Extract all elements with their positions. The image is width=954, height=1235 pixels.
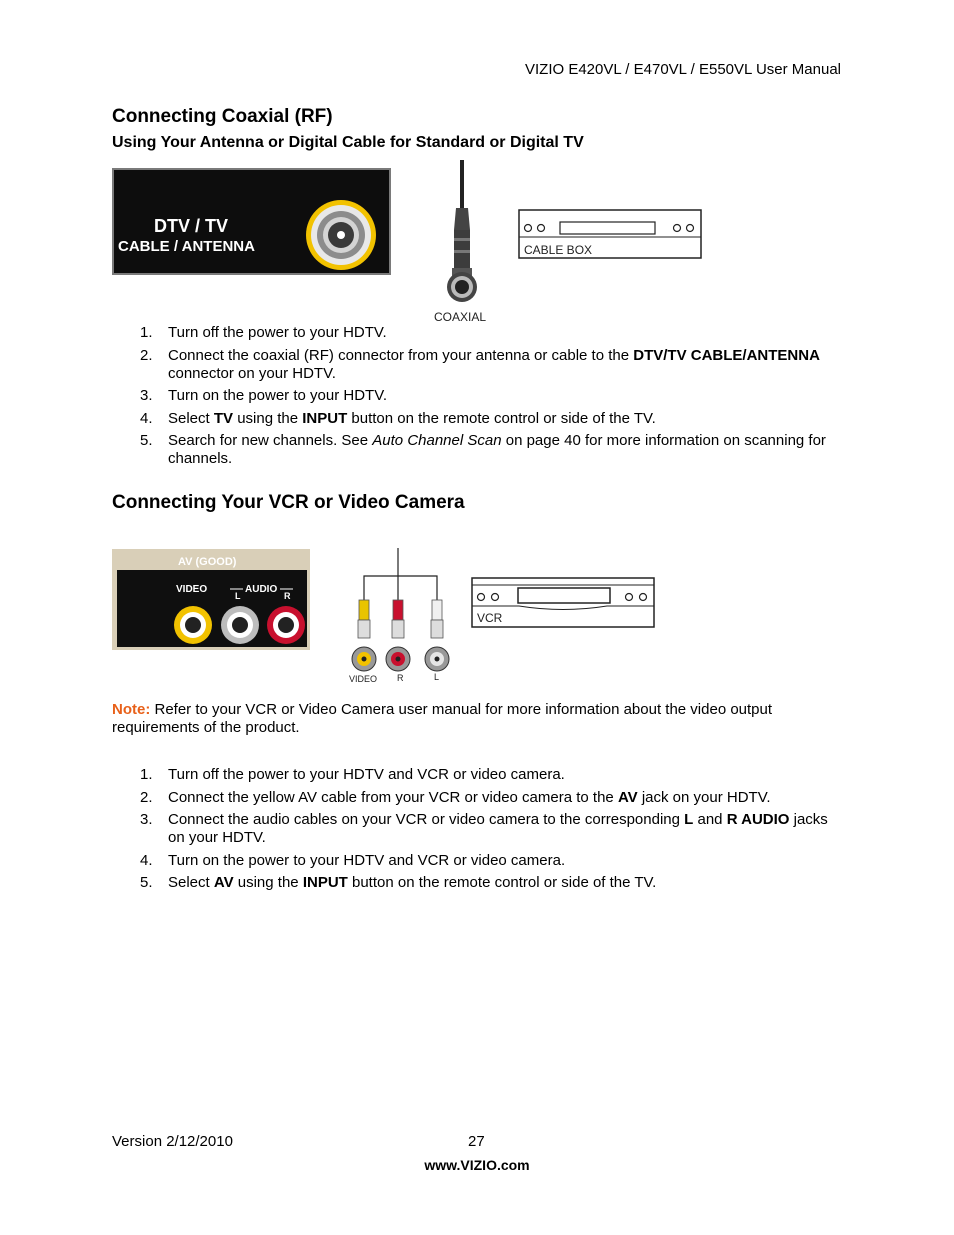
list-item-text: connector on your HDTV. (168, 364, 336, 382)
list-item (112, 410, 842, 428)
audio-r-jack-icon (267, 606, 305, 644)
list-item-text: jacks on your HDTV. (168, 811, 828, 846)
list-item-text: using the (233, 409, 303, 427)
list-item-text: Select (168, 874, 214, 891)
audio-r-plug-icon (386, 600, 410, 671)
coaxial-jack-icon (306, 200, 376, 270)
panel-title: DTV / TV (154, 216, 229, 236)
list-item-number: 2. (140, 788, 153, 806)
av-panel-title: AV (GOOD) (178, 556, 237, 568)
audio-l-jack-icon (221, 606, 259, 644)
list-item-number: 2. (140, 346, 153, 364)
list-item-text: Turn off the power to your HDTV. (168, 324, 387, 341)
list-item-text: Turn on the power to your HDTV and VCR or video camera. (168, 851, 566, 869)
list-item-text: button on the remote control or side of the TV. (347, 874, 657, 891)
list-item-text: Turn on the power to your HDTV. (168, 387, 387, 404)
list-item-text: button on the remote control or side of the TV. (347, 409, 656, 427)
list-item-text: on page 40 for more information on scanning for channels. (168, 432, 826, 467)
av-panel-image (112, 549, 310, 650)
coaxial-cable (460, 160, 464, 208)
list-item-text: AV (213, 874, 234, 891)
list-item-text: L (684, 811, 694, 828)
note-label: Note: (112, 701, 151, 718)
note-text: Refer to your VCR or Video Camera user manual for more information about the video output requirements of the product. (112, 701, 773, 736)
list-item-text: R AUDIO (726, 811, 790, 828)
dtv-tv-panel-image (112, 168, 391, 275)
list-item-number: 1. (140, 766, 153, 783)
av-audio-label: AUDIO (245, 584, 278, 595)
list-item-text: Select (168, 409, 214, 427)
list-item-text: Auto Channel Scan (372, 432, 502, 449)
list-item-text: INPUT (302, 874, 348, 891)
list-item-number: 4. (140, 409, 153, 427)
list-item (112, 347, 842, 383)
list-item (112, 789, 842, 807)
page-number: 27 (468, 1133, 485, 1150)
list-item-text: TV (213, 409, 234, 427)
list-item-text: Search for new channels. See (168, 432, 373, 449)
cable-box-image (518, 209, 703, 260)
coaxial-plug-icon (447, 208, 477, 302)
coaxial-connector-image (430, 160, 495, 327)
list-item-number: 5. (140, 874, 153, 891)
list-item-text: and (693, 811, 727, 828)
coaxial-label: COAXIAL (434, 310, 487, 324)
list-item-text: Connect the audio cables on your VCR or video camera to the corresponding (168, 811, 685, 828)
plug-l-label: L (434, 672, 440, 682)
coax-steps-list (112, 324, 842, 473)
panel-subtitle: CABLE / ANTENNA (118, 238, 255, 255)
list-item-number: 5. (140, 432, 153, 449)
video-jack-icon (174, 606, 212, 644)
footer-url: www.VIZIO.com (424, 1157, 530, 1173)
list-item-text: jack on your HDTV. (637, 788, 771, 806)
list-item-number: 3. (140, 811, 153, 828)
rca-split-cable (364, 576, 437, 600)
video-plug-icon (352, 600, 376, 671)
note-paragraph (112, 701, 832, 737)
rca-plugs-image (345, 548, 455, 688)
list-item-text: using the (233, 874, 303, 891)
cable-box-label: CABLE BOX (524, 243, 593, 257)
audio-l-plug-icon (425, 600, 449, 671)
list-item-number: 3. (140, 387, 153, 404)
plug-r-label: R (397, 673, 404, 683)
av-l-label: L (235, 591, 241, 601)
list-item (112, 387, 842, 405)
list-item (112, 811, 842, 847)
av-r-label: R (284, 591, 291, 601)
plug-video-label: VIDEO (349, 674, 378, 684)
list-item (112, 766, 842, 784)
list-item (112, 324, 842, 342)
list-item-number: 1. (140, 324, 153, 341)
footer-version: Version 2/12/2010 (112, 1133, 233, 1150)
list-item-text: Connect the coaxial (RF) connector from your antenna or cable to the (168, 346, 634, 364)
list-item (112, 852, 842, 870)
section-heading-coaxial: Connecting Coaxial (RF) (112, 106, 333, 127)
subheading-antenna: Using Your Antenna or Digital Cable for Standard or Digital TV (112, 134, 584, 151)
vcr-image (471, 577, 656, 629)
list-item-text: INPUT (302, 409, 348, 427)
list-item (112, 874, 842, 892)
list-item-number: 4. (140, 851, 153, 869)
list-item-text: DTV/TV CABLE/ANTENNA (633, 346, 820, 364)
av-video-label: VIDEO (176, 584, 208, 595)
list-item-text: Connect the yellow AV cable from your VCR or video camera to the (168, 788, 618, 806)
manual-title: VIZIO E420VL / E470VL / E550VL User Manual (524, 61, 841, 78)
list-item-text: AV (617, 788, 638, 806)
vcr-steps-list (112, 766, 842, 897)
list-item-text: Turn off the power to your HDTV and VCR or video camera. (168, 766, 565, 783)
section-heading-vcr: Connecting Your VCR or Video Camera (112, 492, 465, 513)
list-item (112, 432, 842, 468)
vcr-label: VCR (477, 611, 503, 625)
